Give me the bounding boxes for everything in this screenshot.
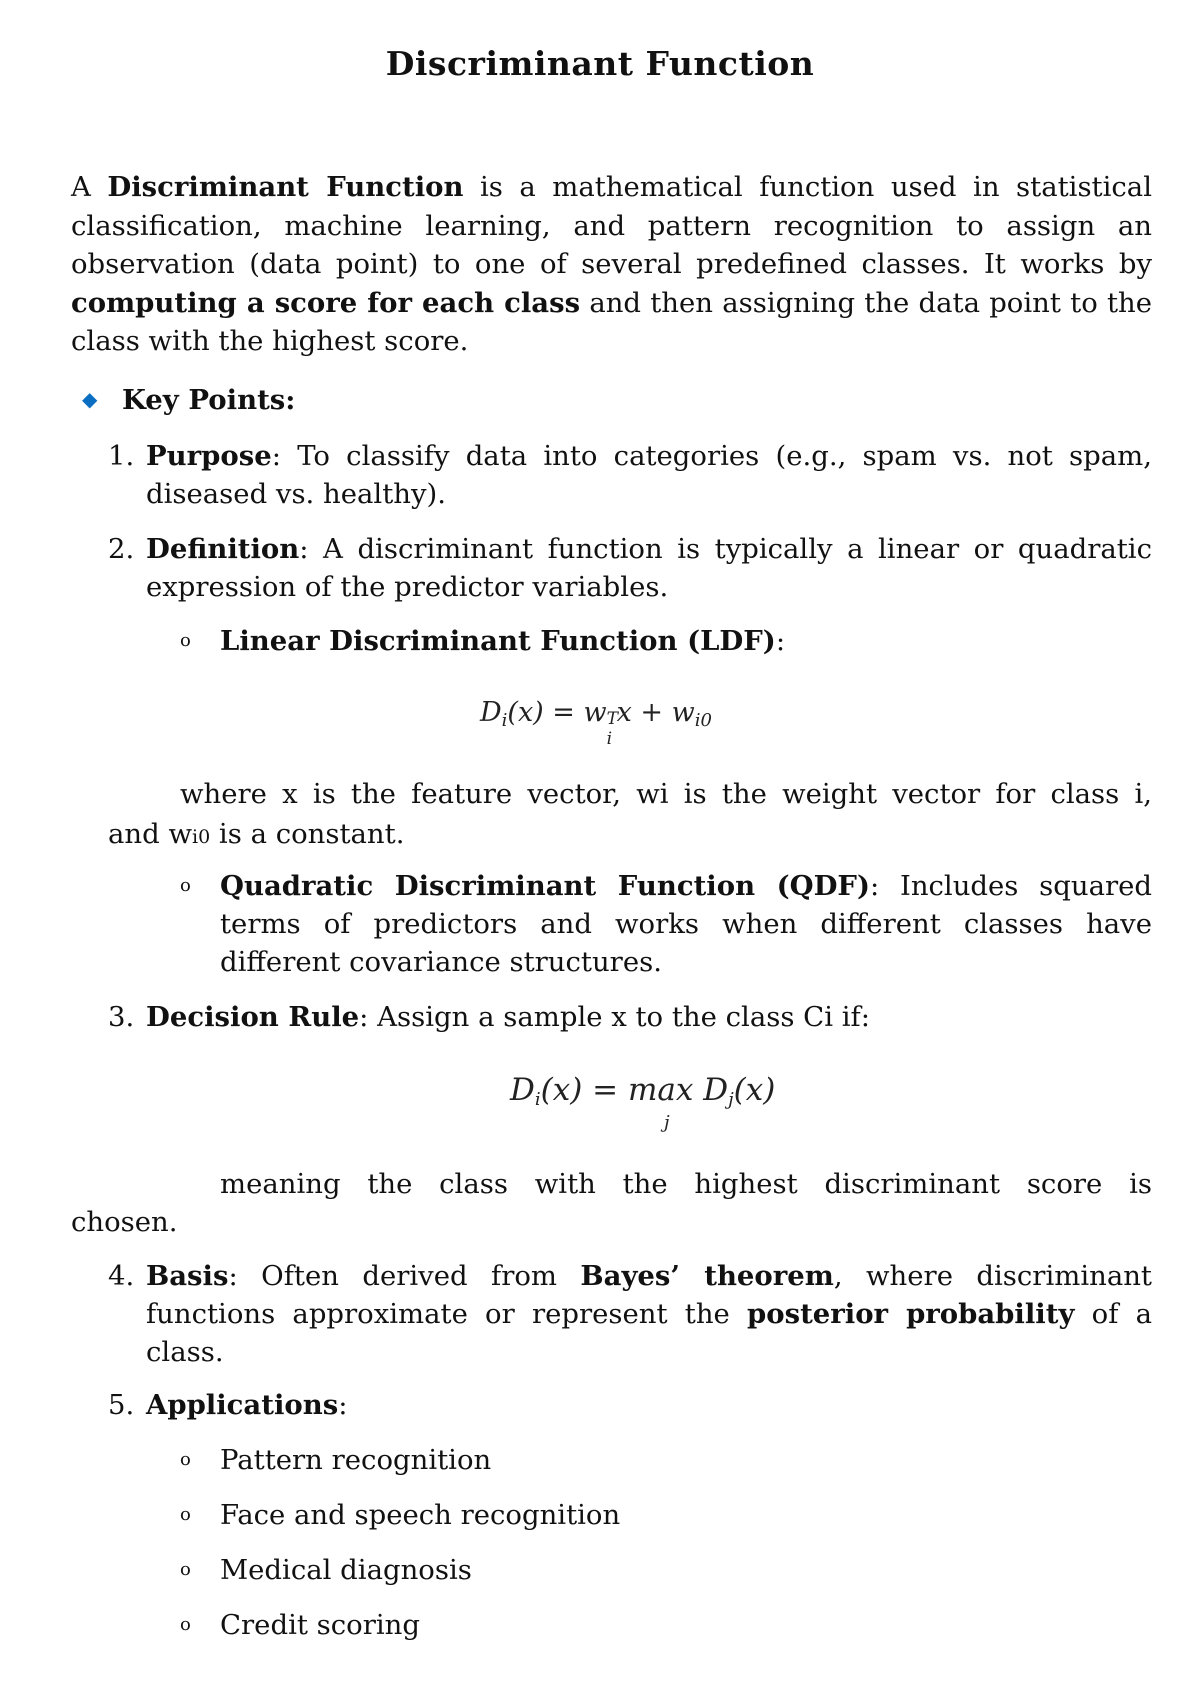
basis-bold-2: posterior probability: [747, 1298, 1075, 1330]
applications-colon: :: [338, 1389, 348, 1421]
ldf-where-line-2: [108, 815, 1152, 856]
ldf-bullet-icon: o: [180, 630, 191, 651]
item-number-2: 2.: [108, 533, 135, 565]
purpose-item: [146, 437, 1152, 513]
intro-text-2: is a mathematical function used in statistical classification, machine learning, and pattern recognition to assign an observation (data point) to one of several predefined classes. It works by: [71, 171, 1152, 280]
basis-label: Basis: [146, 1260, 229, 1292]
diamond-bullet-icon: ◆: [82, 387, 98, 411]
basis-item: [146, 1257, 1152, 1371]
intro-text-3: and then assigning the data point to the class with the highest score.: [71, 286, 1153, 357]
ldf-where-line-1: where x is the feature vector, wi is the weight vector for class i,: [180, 778, 1152, 810]
ldf-where-2b: is a constant.: [210, 818, 405, 850]
ldf-formula-lhs-sub: i: [501, 710, 508, 731]
decision-formula-j-sub: j: [728, 1089, 734, 1110]
purpose-text: : To classify data into categories (e.g., spam vs. not spam, diseased vs. healthy).: [146, 440, 1152, 510]
qdf-item: [220, 867, 1152, 981]
decision-text: : Assign a sample x to the class Ci if:: [359, 1001, 871, 1033]
ldf-item: [220, 622, 1150, 660]
application-bullet-icon: o: [180, 1449, 191, 1470]
decision-item: [146, 998, 1152, 1036]
ldf-label: Linear Discriminant Function (LDF): [220, 625, 776, 657]
decision-formula-arg2: (x): [733, 1072, 776, 1108]
ldf-formula-arg: (x) = w: [507, 697, 607, 728]
item-number-1: 1.: [108, 440, 135, 472]
basis-text-1: : Often derived from: [228, 1260, 581, 1292]
meaning-line-2: chosen.: [71, 1206, 178, 1238]
intro-bold-term: Discriminant Function: [107, 171, 464, 203]
purpose-label: Purpose: [146, 440, 272, 472]
application-item: Credit scoring: [220, 1609, 420, 1641]
definition-item: [146, 530, 1152, 606]
key-points-heading: [82, 380, 295, 419]
key-points-label: Key Points:: [122, 384, 296, 416]
meaning-line-1: meaning the class with the highest discriminant score is: [220, 1168, 1152, 1200]
decision-formula-arg: (x) = max D: [540, 1072, 729, 1108]
application-bullet-icon: o: [180, 1614, 191, 1635]
decision-formula-under: j: [664, 1112, 670, 1133]
basis-bold-1: Bayes’ theorem: [580, 1260, 834, 1292]
qdf-bullet-icon: o: [180, 875, 191, 896]
intro-paragraph: [71, 168, 1152, 361]
application-item: Face and speech recognition: [220, 1499, 621, 1531]
application-bullet-icon: o: [180, 1559, 191, 1580]
item-number-4: 4.: [108, 1260, 135, 1292]
ldf-formula-lhs: D: [480, 697, 502, 728]
decision-formula-lhs: D: [510, 1072, 535, 1108]
ldf-where-2a: and w: [108, 818, 192, 850]
ldf-formula: [480, 697, 712, 749]
ldf-colon: :: [775, 625, 786, 657]
application-item: Medical diagnosis: [220, 1554, 472, 1586]
ldf-formula-rest-sub: i0: [694, 710, 712, 731]
applications-label: Applications: [146, 1389, 339, 1421]
intro-text-1: A: [71, 171, 108, 203]
qdf-text: : Includes squared terms of predictors and works when different classes have different covariance structures.: [220, 870, 1152, 978]
item-number-3: 3.: [108, 1001, 135, 1033]
applications-item: [146, 1386, 1152, 1424]
decision-label: Decision Rule: [146, 1001, 360, 1033]
intro-bold-phrase: computing a score for each class: [71, 286, 581, 319]
definition-label: Definition: [146, 533, 300, 565]
item-number-5: 5.: [108, 1389, 135, 1421]
definition-text: : A discriminant function is typically a linear or quadratic expression of the predictor variables.: [146, 533, 1152, 603]
decision-formula-lhs-sub: i: [534, 1089, 541, 1110]
ldf-formula-rest: x + w: [616, 697, 695, 728]
basis-text-2: , where discriminant functions approximate or represent the: [146, 1260, 1152, 1330]
decision-formula: [510, 1072, 775, 1110]
page-title: Discriminant Function: [385, 44, 815, 83]
basis-text-3: of a class.: [146, 1298, 1152, 1368]
ldf-formula-w-sup: T: [606, 709, 618, 729]
qdf-label: Quadratic Discriminant Function (QDF): [220, 870, 870, 902]
ldf-formula-w-sub: i: [606, 729, 613, 749]
application-bullet-icon: o: [180, 1504, 191, 1525]
application-item: Pattern recognition: [220, 1444, 492, 1476]
ldf-where-2sub: i0: [192, 826, 211, 848]
